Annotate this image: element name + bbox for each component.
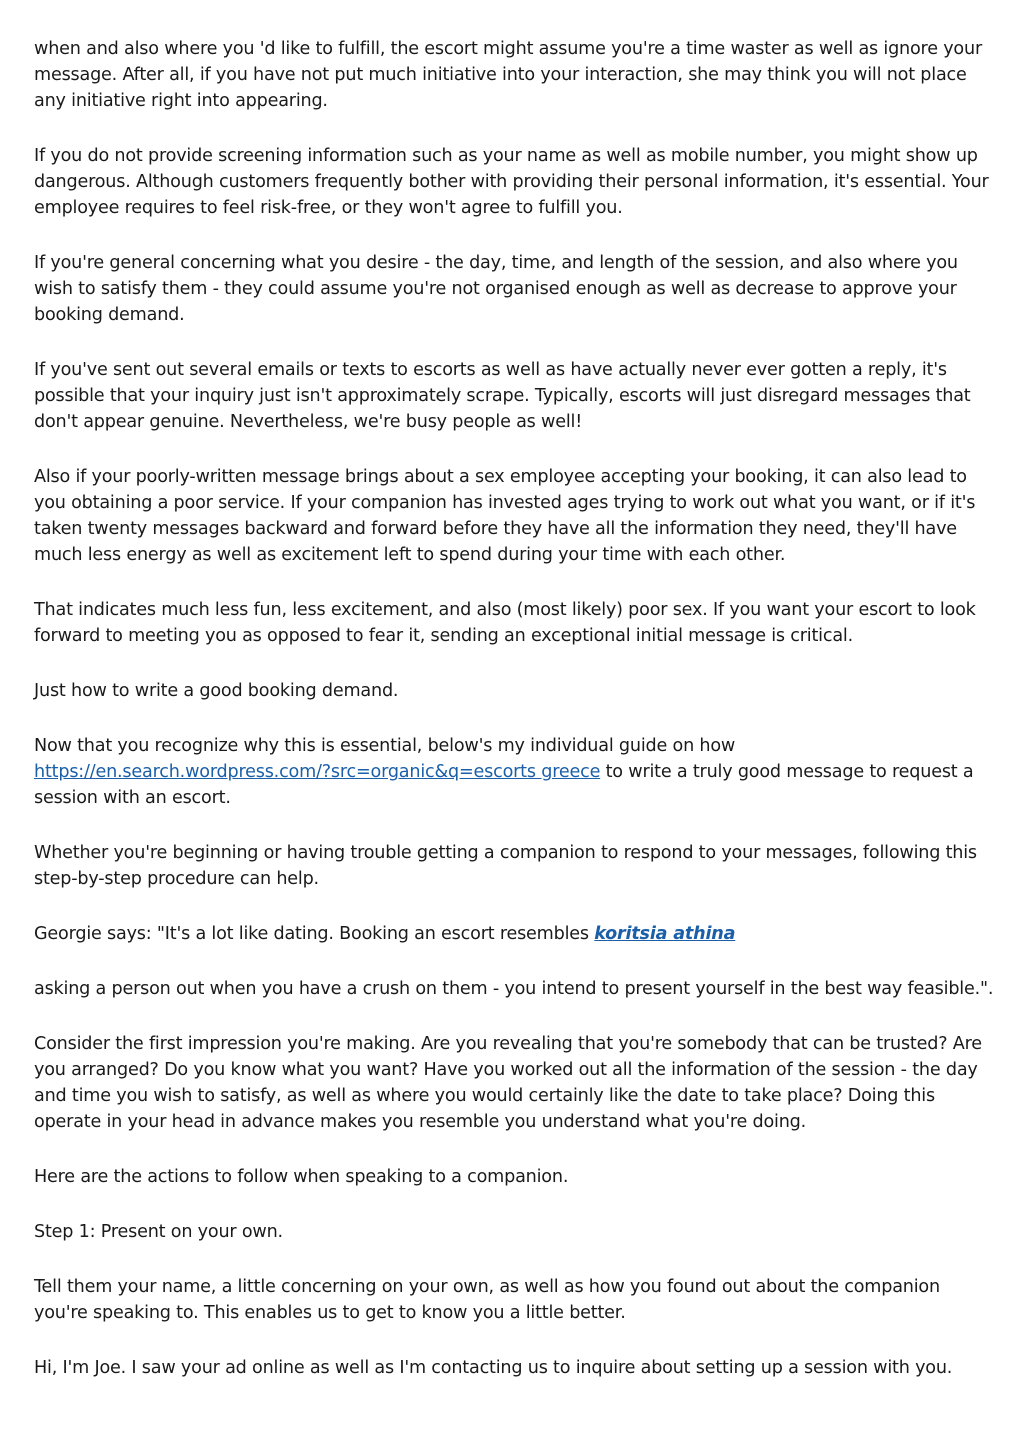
example-message: Hi, I'm Joe. I saw your ad online as well as I'm contacting us to inquire about setting up a session with you. (34, 1358, 953, 1378)
step-heading: Step 1: Present on your own. (34, 1222, 283, 1242)
section-heading: Just how to write a good booking demand. (34, 681, 399, 701)
paragraph: That indicates much less fun, less excitement, and also (most likely) poor sex. If you want your escort to look forward to meeting you as opposed to fear it, sending an exceptional initial message is critical. (34, 600, 976, 646)
paragraph-text: Georgie says: "It's a lot like dating. Booking an escort resembles (34, 924, 595, 944)
wordpress-search-link[interactable]: https://en.search.wordpress.com/?src=organic&q=escorts greece (34, 762, 601, 782)
paragraph-text: to write a truly good message to request a session with an escort. (34, 762, 974, 808)
paragraph: If you're general concerning what you desire - the day, time, and length of the session, and also where you wish to satisfy them - they could assume you're not organised enough as well as decrease to approve your booking demand. (34, 253, 958, 325)
document-body (34, 36, 994, 1410)
koritsia-athina-link[interactable]: koritsia athina (594, 924, 736, 944)
paragraph-with-link (34, 733, 994, 811)
paragraph: when and also where you 'd like to fulfill, the escort might assume you're a time waster as well as ignore your message. After all, if you have not put much initiative into your interaction, she may think you will not place any initiative right into appearing. (34, 39, 982, 111)
paragraph: Also if your poorly-written message brings about a sex employee accepting your booking, it can also lead to you obtaining a poor service. If your companion has invested ages trying to work out what you want, or if it's taken twenty messages backward and forward before they have all the information they need, they'll have much less energy as well as excitement left to spend during your time with each other. (34, 467, 976, 565)
paragraph: Whether you're beginning or having trouble getting a companion to respond to your messages, following this step-by-step procedure can help. (34, 843, 977, 889)
paragraph: Consider the first impression you're making. Are you revealing that you're somebody that can be trusted? Are you arranged? Do you know what you want? Have you worked out all the information of the session - the day and time you wish to satisfy, as well as where you would certainly like the date to take place? Doing this operate in your head in advance makes you resemble you understand what you're doing. (34, 1034, 982, 1132)
paragraph: If you do not provide screening information such as your name as well as mobile number, you might show up dangerous. Although customers frequently bother with providing their personal information, it's essential. Your employee requires to feel risk-free, or they won't agree to fulfill you. (34, 146, 989, 218)
paragraph: asking a person out when you have a crush on them - you intend to present yourself in the best way feasible.". (34, 979, 994, 999)
paragraph-with-link (34, 921, 994, 947)
paragraph-text: Now that you recognize why this is essential, below's my individual guide on how (34, 736, 736, 756)
paragraph: Here are the actions to follow when speaking to a companion. (34, 1167, 569, 1187)
paragraph: Tell them your name, a little concerning on your own, as well as how you found out about the companion you're speaking to. This enables us to get to know you a little better. (34, 1277, 940, 1323)
paragraph: If you've sent out several emails or texts to escorts as well as have actually never ever gotten a reply, it's possible that your inquiry just isn't approximately scrape. Typically, escorts will just disregard messages that don't appear genuine. Nevertheless, we're busy people as well! (34, 360, 971, 432)
